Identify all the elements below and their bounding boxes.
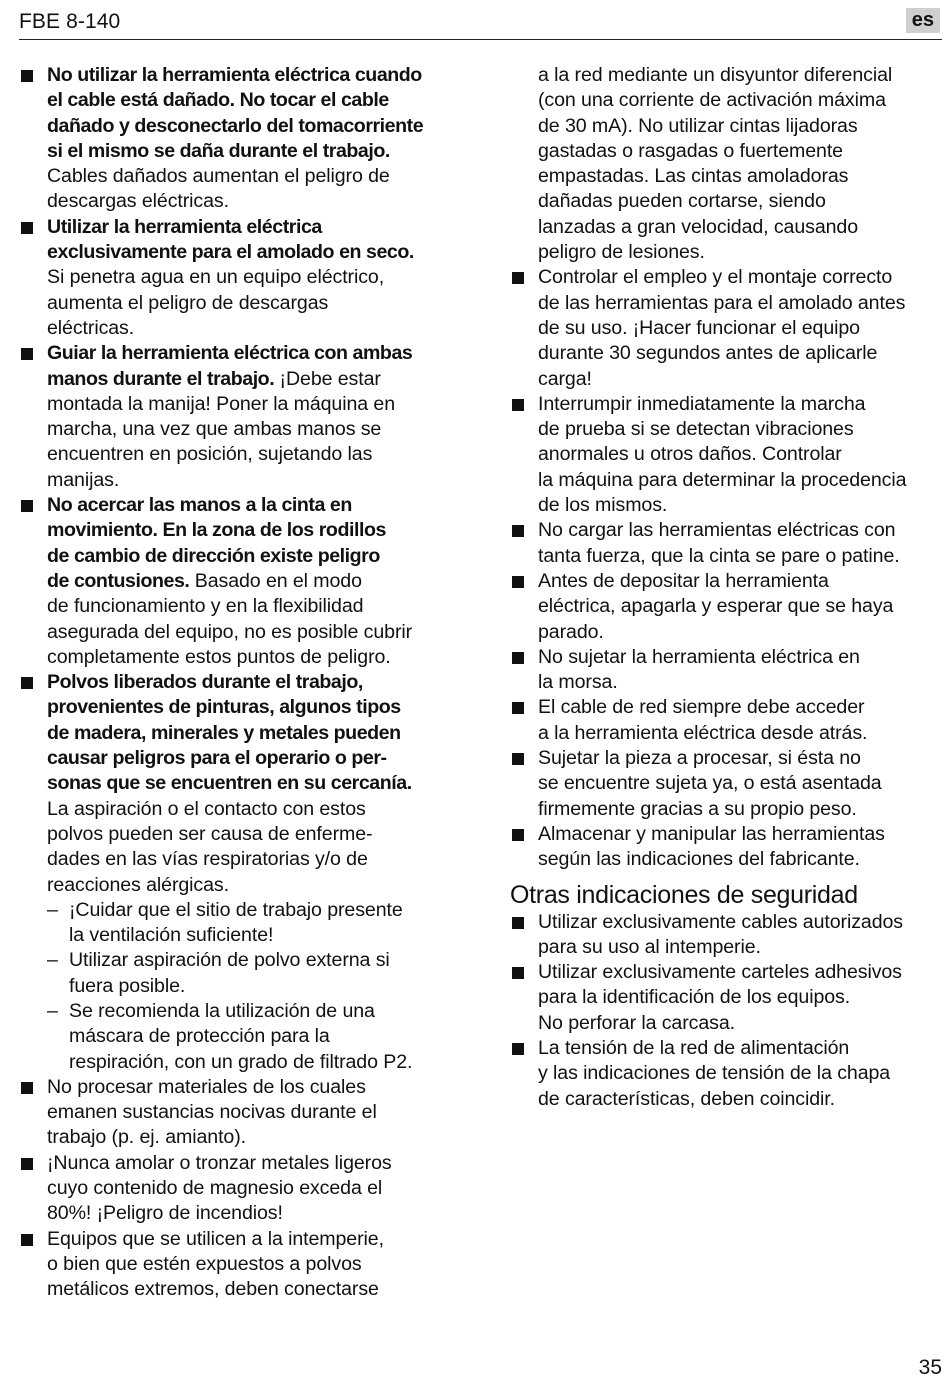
bullet-square-icon (512, 576, 524, 588)
item-text-line: La aspiración o el contacto con estos (47, 797, 366, 820)
dash-marker: – (47, 999, 58, 1022)
item-text-line: Si penetra agua en un equipo eléctrico, (47, 266, 385, 289)
item-text-span: Basado en el modo (189, 569, 362, 592)
item-text-line: para su uso al intemperie. (538, 935, 761, 958)
item-text-line: ¡Nunca amolar o tronzar metales ligeros (47, 1151, 392, 1174)
item-text-line: No cargar las herramientas eléctricas con (538, 519, 896, 542)
bullet-square-icon (512, 917, 524, 929)
bullet-square-icon (512, 702, 524, 714)
section-heading: Otras indicaciones de seguridad (510, 880, 858, 909)
sub-item-line: respiración, con un grado de filtrado P2. (69, 1050, 413, 1073)
item-bold-line: sonas que se encuentren en su cercanía. (47, 772, 412, 795)
language-badge: es (906, 8, 940, 33)
item-text-line: la morsa. (538, 671, 618, 694)
item-bold-line: Polvos liberados durante el trabajo, (47, 671, 363, 694)
item-text-line: eléctricas. (47, 316, 135, 339)
item-text-line: marcha, una vez que ambas manos se (47, 418, 382, 441)
item-text-line: Interrumpir inmediatamente la marcha (538, 392, 866, 415)
item-text-line: gastadas o rasgadas o fuertemente (538, 139, 843, 162)
item-text-line: Antes de depositar la herramienta (538, 569, 829, 592)
safety-item-dust (47, 670, 457, 1075)
safety-item-light-metals (47, 1151, 457, 1227)
item-text-line: según las indicaciones del fabricante. (538, 848, 860, 871)
item-bold-line: No acercar las manos a la cinta en (47, 494, 352, 517)
bullet-square-icon (512, 652, 524, 664)
item-text-line: o bien que estén expuestos a polvos (47, 1252, 362, 1275)
item-mixed-line (47, 569, 457, 594)
item-bold-line: movimiento. En la zona de los rodillos (47, 519, 386, 542)
item-text-line: Utilizar exclusivamente cables autorizados (538, 910, 903, 933)
sub-item-line: ¡Cuidar que el sitio de trabajo presente (69, 898, 403, 921)
sub-item-mask (47, 999, 457, 1075)
safety-item-cable-behind (538, 695, 943, 746)
safety-item-storage (538, 822, 943, 873)
item-text-line: tanta fuerza, que la cinta se pare o patine. (538, 544, 900, 567)
item-bold-line: de madera, minerales y metales pueden (47, 721, 401, 744)
item-text-line: No perforar la carcasa. (538, 1011, 735, 1034)
item-text-line: a la herramienta eléctrica desde atrás. (538, 721, 868, 744)
item-bold-line: causar peligros para el operario o per- (47, 747, 387, 770)
sub-item-line: la ventilación suficiente! (69, 924, 274, 947)
item-bold-line: exclusivamente para el amolado en seco. (47, 241, 414, 264)
item-text-line: aumenta el peligro de descargas (47, 291, 329, 314)
item-bold-span: de contusiones. (47, 569, 190, 592)
item-text-line: (con una corriente de activación máxima (538, 89, 886, 112)
item-text-line: La tensión de la red de alimentación (538, 1036, 850, 1059)
item-text-line: trabajo (p. ej. amianto). (47, 1126, 246, 1149)
item-text-span: ¡Debe estar (274, 367, 381, 390)
item-text-line: encuentren en posición, sujetando las (47, 443, 373, 466)
item-text-line: parado. (538, 620, 604, 643)
safety-item-outdoor-use-continuation (538, 63, 943, 265)
item-text-line: Controlar el empleo y el montaje correcto (538, 266, 893, 289)
item-text-line: No sujetar la herramienta eléctrica en (538, 645, 860, 668)
bullet-square-icon (512, 399, 524, 411)
item-text-line: emanen sustancias nocivas durante el (47, 1101, 377, 1124)
item-text-line: de los mismos. (538, 494, 668, 517)
item-text-line: de 30 mA). No utilizar cintas lijadoras (538, 114, 858, 137)
safety-item-harmful-materials (47, 1075, 457, 1151)
bullet-square-icon (512, 967, 524, 979)
item-text-line: Almacenar y manipular las herramientas (538, 822, 885, 845)
item-bold-span: manos durante el trabajo. (47, 367, 275, 390)
page-number: 35 (918, 1356, 942, 1379)
safety-item-outdoor-use (47, 1227, 457, 1303)
item-bold-line: dañado y desconectarlo del tomacorriente (47, 114, 424, 137)
item-text-line: Cables dañados aumentan el peligro de (47, 165, 390, 188)
item-text-line: No procesar materiales de los cuales (47, 1075, 366, 1098)
sub-item-line: Se recomienda la utilización de una (69, 999, 375, 1022)
item-text-line: durante 30 segundos antes de aplicarle (538, 342, 878, 365)
bullet-square-icon (21, 348, 33, 360)
safety-item-check-tools (538, 265, 943, 391)
item-bold-line: Utilizar la herramienta eléctrica (47, 215, 322, 238)
safety-item-damaged-cable (47, 63, 457, 215)
left-column (47, 63, 457, 1303)
item-text-line: El cable de red siempre debe acceder (538, 696, 865, 719)
safety-item-hands-away (47, 493, 457, 670)
item-text-line: asegurada del equipo, no es posible cubrir (47, 620, 413, 643)
item-text-line: anormales u otros daños. Controlar (538, 443, 842, 466)
item-text-line: eléctrica, apagarla y esperar que se haya (538, 595, 894, 618)
item-text-line: carga! (538, 367, 592, 390)
item-text-line: de su uso. ¡Hacer funcionar el equipo (538, 316, 860, 339)
item-text-line: se encuentre sujeta ya, o está asentada (538, 772, 882, 795)
item-text-line: completamente estos puntos de peligro. (47, 645, 391, 668)
safety-item-switch-off (538, 569, 943, 645)
item-text-line: Utilizar exclusivamente carteles adhesivos (538, 961, 902, 984)
item-text-line: y las indicaciones de tensión de la chapa (538, 1062, 891, 1085)
safety-item-vibrations (538, 392, 943, 518)
sub-item-ventilation (47, 898, 457, 949)
item-text-line: Equipos que se utilicen a la intemperie, (47, 1227, 384, 1250)
item-bold-line: provenientes de pinturas, algunos tipos (47, 696, 401, 719)
item-bold-line: Guiar la herramienta eléctrica con ambas (47, 342, 413, 365)
header-rule (19, 39, 942, 40)
item-text-line: peligro de lesiones. (538, 241, 705, 264)
item-text-line: Sujetar la pieza a procesar, si ésta no (538, 747, 861, 770)
item-text-line: la máquina para determinar la procedencia (538, 468, 907, 491)
safety-item-both-hands (47, 341, 457, 493)
item-text-line: metálicos extremos, deben conectarse (47, 1278, 379, 1301)
sub-item-dust-extraction (47, 948, 457, 999)
item-bold-line: de cambio de dirección existe peligro (47, 544, 380, 567)
bullet-square-icon (512, 829, 524, 841)
sub-item-line: fuera posible. (69, 974, 186, 997)
item-text-line: manijas. (47, 468, 120, 491)
item-text-line: a la red mediante un disyuntor diferencial (538, 64, 893, 86)
bullet-square-icon (21, 222, 33, 234)
item-bold-line: el cable está dañado. No tocar el cable (47, 89, 389, 112)
safety-item-vise (538, 645, 943, 696)
safety-item-approved-cables (538, 910, 943, 961)
safety-item-voltage-match (538, 1036, 943, 1112)
bullet-square-icon (21, 1158, 33, 1170)
item-text-line: 80%! ¡Peligro de incendios! (47, 1202, 283, 1225)
item-text-line: empastadas. Las cintas amoladoras (538, 165, 849, 188)
bullet-square-icon (21, 70, 33, 82)
safety-item-no-overload (538, 518, 943, 569)
item-text-line: lanzadas a gran velocidad, causando (538, 215, 859, 238)
item-text-line: descargas eléctricas. (47, 190, 229, 213)
bullet-square-icon (512, 272, 524, 284)
safety-item-dry-grinding (47, 215, 457, 341)
item-text-line: dañadas pueden cortarse, siendo (538, 190, 826, 213)
item-text-line: dades en las vías respiratorias y/o de (47, 848, 368, 871)
bullet-square-icon (21, 1082, 33, 1094)
item-text-line: de funcionamiento y en la flexibilidad (47, 595, 364, 618)
right-column (510, 63, 943, 1112)
dash-marker: – (47, 949, 58, 972)
document-model-title: FBE 8-140 (19, 10, 121, 33)
item-text-line: montada la manija! Poner la máquina en (47, 392, 396, 415)
sub-item-line: máscara de protección para la (69, 1025, 330, 1048)
item-text-line: de prueba si se detectan vibraciones (538, 418, 854, 441)
safety-item-adhesive-labels (538, 960, 943, 1036)
item-text-line: de las herramientas para el amolado antes (538, 291, 906, 314)
safety-item-secure-workpiece (538, 746, 943, 822)
bullet-square-icon (21, 1234, 33, 1246)
item-text-line: polvos pueden ser causa de enferme- (47, 822, 373, 845)
item-bold-line: si el mismo se daña durante el trabajo. (47, 139, 390, 162)
item-mixed-line (47, 367, 457, 392)
dash-marker: – (47, 898, 58, 921)
item-text-line: firmemente gracias a su propio peso. (538, 797, 857, 820)
bullet-square-icon (512, 1043, 524, 1055)
item-text-line: para la identificación de los equipos. (538, 986, 851, 1009)
item-text-line: cuyo contenido de magnesio exceda el (47, 1177, 383, 1200)
item-bold-line: No utilizar la herramienta eléctrica cuando (47, 64, 422, 86)
bullet-square-icon (512, 525, 524, 537)
sub-item-line: Utilizar aspiración de polvo externa si (69, 949, 390, 972)
item-text-line: reacciones alérgicas. (47, 873, 229, 896)
bullet-square-icon (512, 753, 524, 765)
item-text-line: de características, deben coincidir. (538, 1087, 835, 1110)
bullet-square-icon (21, 500, 33, 512)
bullet-square-icon (21, 677, 33, 689)
